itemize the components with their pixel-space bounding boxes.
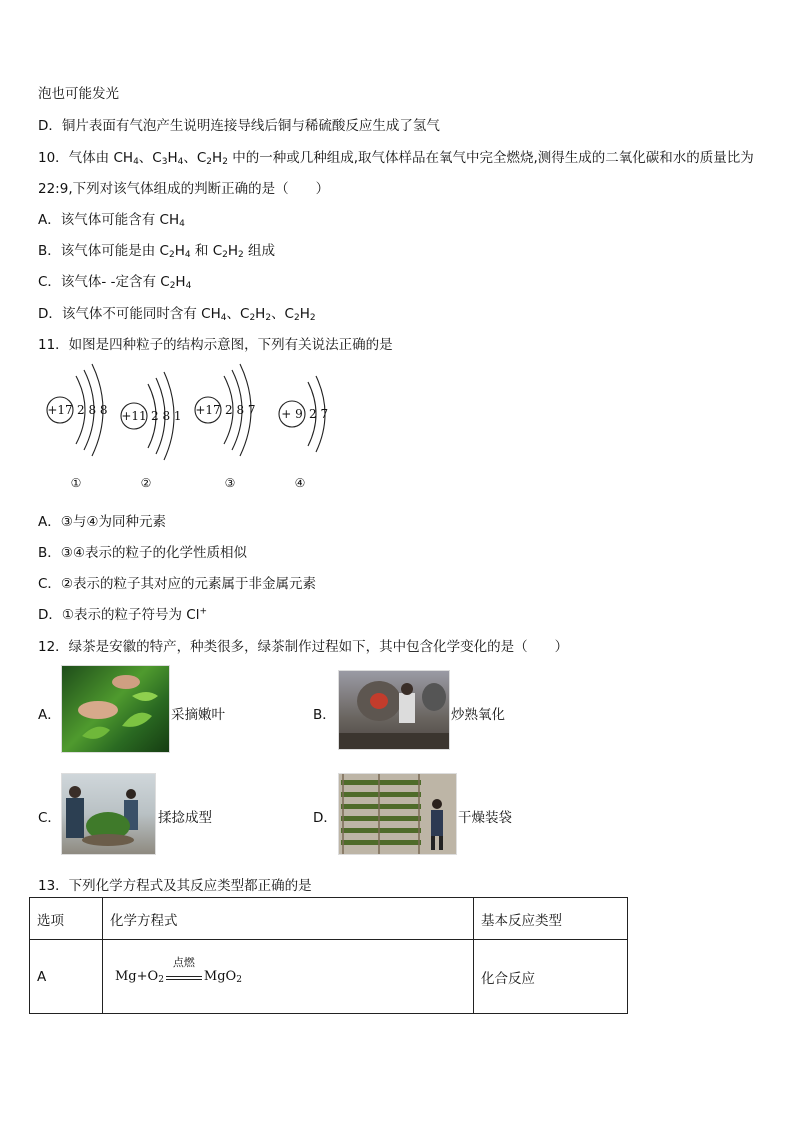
chemical-equation: $Mg+O_2$ 点燃 MgO$_2$	[115, 956, 242, 985]
reaction-condition: 点燃	[166, 973, 202, 980]
atom-structure-diagrams	[40, 362, 360, 497]
nucleus-charge: +17	[47, 403, 73, 417]
q12-option-b-letter: B．	[313, 707, 336, 723]
q11-option-b: B．③④表示的粒子的化学性质相似	[38, 545, 247, 561]
q12-option-c-caption: 揉捻成型	[158, 810, 212, 826]
tea-picking-photo	[61, 665, 170, 753]
q12-option-c-letter: C．	[38, 810, 61, 826]
text-line: 泡也可能发光	[38, 86, 119, 102]
q12-stem: 12．绿茶是安徽的特产，种类很多，绿茶制作过程如下，其中包含化学变化的是（ ）	[38, 639, 569, 655]
cell-option: A	[30, 940, 103, 1014]
nucleus-charge: + 9	[281, 407, 303, 421]
tea-frying-photo	[338, 670, 450, 750]
electron-shells: 2 8 1	[151, 409, 182, 423]
cell-equation	[103, 940, 474, 1014]
q10-stem-2: 22:9,下列对该气体组成的判断正确的是（ ）	[38, 181, 330, 197]
table-header-row	[30, 898, 628, 940]
header-option: 选项	[30, 898, 103, 940]
q13-table	[29, 897, 628, 1014]
q10-option-d: D．该气体不可能同时含有 $CH_4$、$C_2H_2$、$C_2H_2$	[38, 306, 316, 323]
electron-shells: 2 8 8	[77, 403, 108, 417]
header-reaction-type: 基本反应类型	[474, 898, 628, 940]
tea-rolling-photo	[61, 773, 156, 855]
tea-drying-photo	[338, 773, 457, 855]
nucleus-charge: +17	[195, 403, 221, 417]
q12-option-d-letter: D．	[313, 810, 337, 826]
q10-option-a: A．该气体可能含有 $CH_4$	[38, 212, 185, 229]
particle-label: ③	[224, 476, 236, 490]
particle-label: ②	[140, 476, 152, 490]
q9-option-d: D．铜片表面有气泡产生说明连接导线后铜与稀硫酸反应生成了氢气	[38, 118, 440, 134]
particle-label: ④	[294, 476, 306, 490]
q10-stem: 10．气体由 $CH_4$、$C_3H_4$、$C_2H_2$ 中的一种或几种组成,取气体样品在氧气中完全燃烧,测得生成的二氧化碳和水的质量比为	[38, 150, 754, 167]
q12-option-a-caption: 采摘嫩叶	[171, 707, 225, 723]
q12-option-d-caption: 干燥装袋	[458, 810, 512, 826]
particle-label: ①	[70, 476, 82, 490]
electron-shells: 2 8 7	[225, 403, 256, 417]
electron-shells: 2 7	[309, 407, 329, 421]
q11-option-c: C．②表示的粒子其对应的元素属于非金属元素	[38, 576, 317, 592]
cell-reaction-type: 化合反应	[474, 940, 628, 1014]
q11-stem: 11．如图是四种粒子的结构示意图，下列有关说法正确的是	[38, 337, 393, 353]
q11-option-a: A．③与④为同种元素	[38, 514, 166, 530]
q12-option-a-letter: A．	[38, 707, 61, 723]
header-equation: 化学方程式	[103, 898, 474, 940]
q10-option-c: C．该气体- -定含有 $C_2H_4$	[38, 274, 192, 291]
nucleus-charge: +11	[121, 409, 147, 423]
q13-stem: 13．下列化学方程式及其反应类型都正确的是	[38, 878, 312, 894]
q12-option-b-caption: 炒熟氧化	[451, 707, 505, 723]
table-row	[30, 940, 628, 1014]
q10-option-b: B．该气体可能是由 $C_2H_4$ 和 $C_2H_2$ 组成	[38, 243, 276, 260]
q11-option-d: D．①表示的粒子符号为 Cl+	[38, 606, 208, 623]
